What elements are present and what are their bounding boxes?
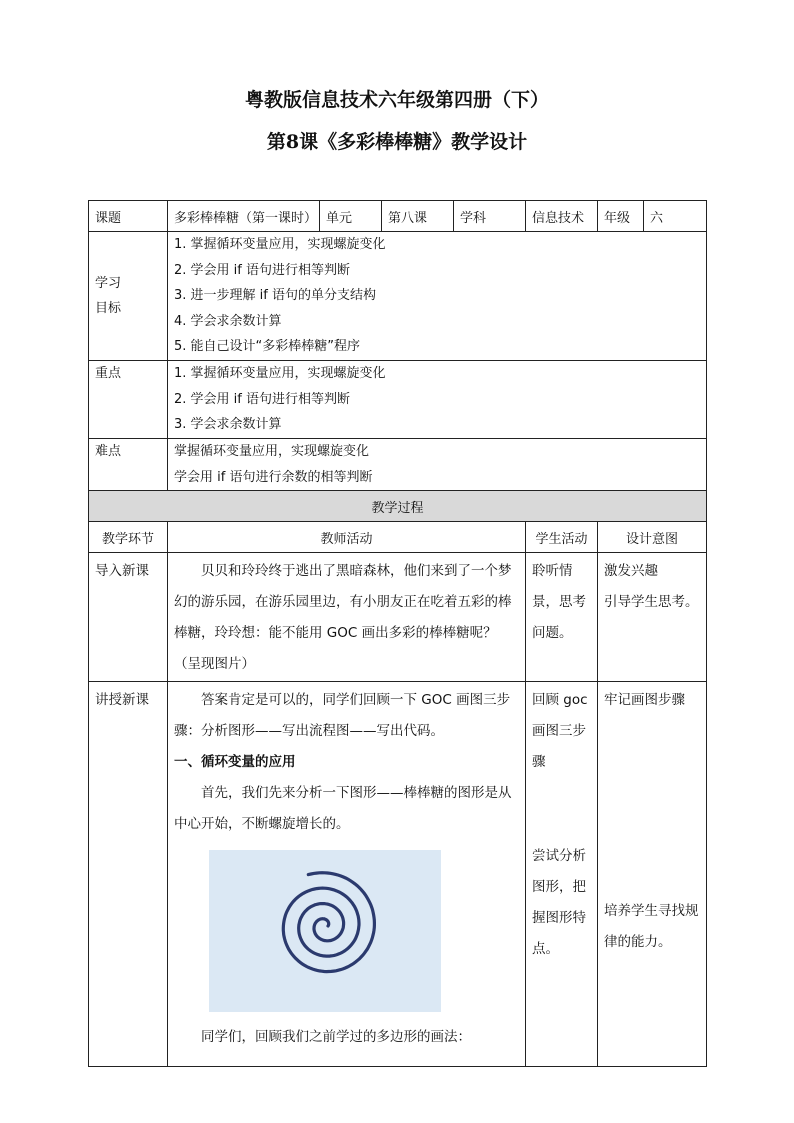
lesson-plan-table bbox=[88, 200, 707, 1067]
lecture-intent-2: 培养学生寻找规律的能力。 bbox=[604, 903, 699, 950]
goal-item: 5. 能自己设计“多彩棒棒糖”程序 bbox=[174, 339, 361, 354]
subject-value: 信息技术 bbox=[526, 201, 598, 232]
unit-value: 第八课 bbox=[382, 201, 454, 232]
difficulties-label: 难点 bbox=[89, 439, 168, 491]
key-points-label: 重点 bbox=[89, 361, 168, 439]
key-point-item: 3. 学会求余数计算 bbox=[174, 417, 282, 432]
unit-label: 单元 bbox=[320, 201, 382, 232]
info-row bbox=[89, 201, 707, 232]
key-point-item: 1. 掌握循环变量应用，实现螺旋变化 bbox=[174, 366, 386, 381]
key-points-row bbox=[89, 361, 707, 439]
subject-label: 学科 bbox=[454, 201, 526, 232]
section-heading: 一、循环变量的应用 bbox=[174, 754, 296, 770]
goal-item: 4. 学会求余数计算 bbox=[174, 313, 282, 329]
goal-item: 2. 学会用 if 语句进行相等判断 bbox=[174, 262, 350, 278]
lecture-stage: 讲授新课 bbox=[89, 682, 168, 1067]
intro-stage: 导入新课 bbox=[89, 553, 168, 682]
lecture-teacher-p1: 答案肯定是可以的，同学们回顾一下 GOC 画图三步骤：分析图形——写出流程图——写出代码。 bbox=[174, 692, 511, 739]
intro-intent-2: 引导学生思考。 bbox=[604, 594, 699, 610]
difficulties-row bbox=[89, 439, 707, 491]
goals-label-1: 学习 bbox=[95, 276, 122, 291]
header-stage: 教学环节 bbox=[89, 522, 168, 553]
process-band: 教学过程 bbox=[89, 491, 707, 522]
intro-student-text: 聆听情景，思考问题。 bbox=[532, 563, 586, 641]
intro-row bbox=[89, 553, 707, 682]
difficulty-item: 掌握循环变量应用，实现螺旋变化 bbox=[174, 444, 370, 459]
goals-row bbox=[89, 232, 707, 361]
key-point-item: 2. 学会用 if 语句进行相等判断 bbox=[174, 391, 350, 407]
lecture-teacher-p2: 首先，我们先来分析一下图形——棒棒糖的图形是从中心开始，不断螺旋增长的。 bbox=[174, 785, 512, 832]
spiral-lollipop-image bbox=[209, 850, 441, 1012]
lecture-student-2: 尝试分析图形，把握图形特点。 bbox=[532, 848, 586, 957]
grade-label: 年级 bbox=[598, 201, 644, 232]
header-teacher: 教师活动 bbox=[168, 522, 526, 553]
process-band-row bbox=[89, 491, 707, 522]
document-title: 粤教版信息技术六年级第四册（下） bbox=[244, 89, 549, 111]
spiral-graphic bbox=[209, 850, 441, 1012]
lesson-title: 第8课《多彩棒棒糖》教学设计 bbox=[266, 131, 528, 153]
process-header-row bbox=[89, 522, 707, 553]
grade-value: 六 bbox=[644, 201, 707, 232]
lecture-teacher-p3: 同学们，回顾我们之前学过的多边形的画法： bbox=[201, 1029, 471, 1045]
intro-teacher-text: 贝贝和玲玲终于逃出了黑暗森林，他们来到了一个梦幻的游乐园，在游乐园里边，有小朋友正在吃着五彩的棒棒糖，玲玲想：能不能用 GOC 画出多彩的棒棒糖呢？（呈现图片） bbox=[174, 563, 512, 672]
goal-item: 3. 进一步理解 if 语句的单分支结构 bbox=[174, 288, 376, 303]
spiral-line bbox=[283, 873, 374, 972]
topic-value: 多彩棒棒糖（第一课时） bbox=[168, 201, 320, 232]
lecture-intent-1: 牢记画图步骤 bbox=[604, 692, 685, 708]
topic-label: 课题 bbox=[89, 201, 168, 232]
lecture-row bbox=[89, 682, 707, 1067]
header-intent: 设计意图 bbox=[598, 522, 707, 553]
goals-label-2: 目标 bbox=[95, 301, 122, 316]
goal-item: 1. 掌握循环变量应用，实现螺旋变化 bbox=[174, 237, 386, 252]
difficulty-item: 学会用 if 语句进行余数的相等判断 bbox=[174, 469, 373, 485]
lecture-student-1: 回顾 goc 画图三步骤 bbox=[532, 692, 588, 770]
header-student: 学生活动 bbox=[526, 522, 598, 553]
intro-intent-1: 激发兴趣 bbox=[604, 563, 658, 579]
